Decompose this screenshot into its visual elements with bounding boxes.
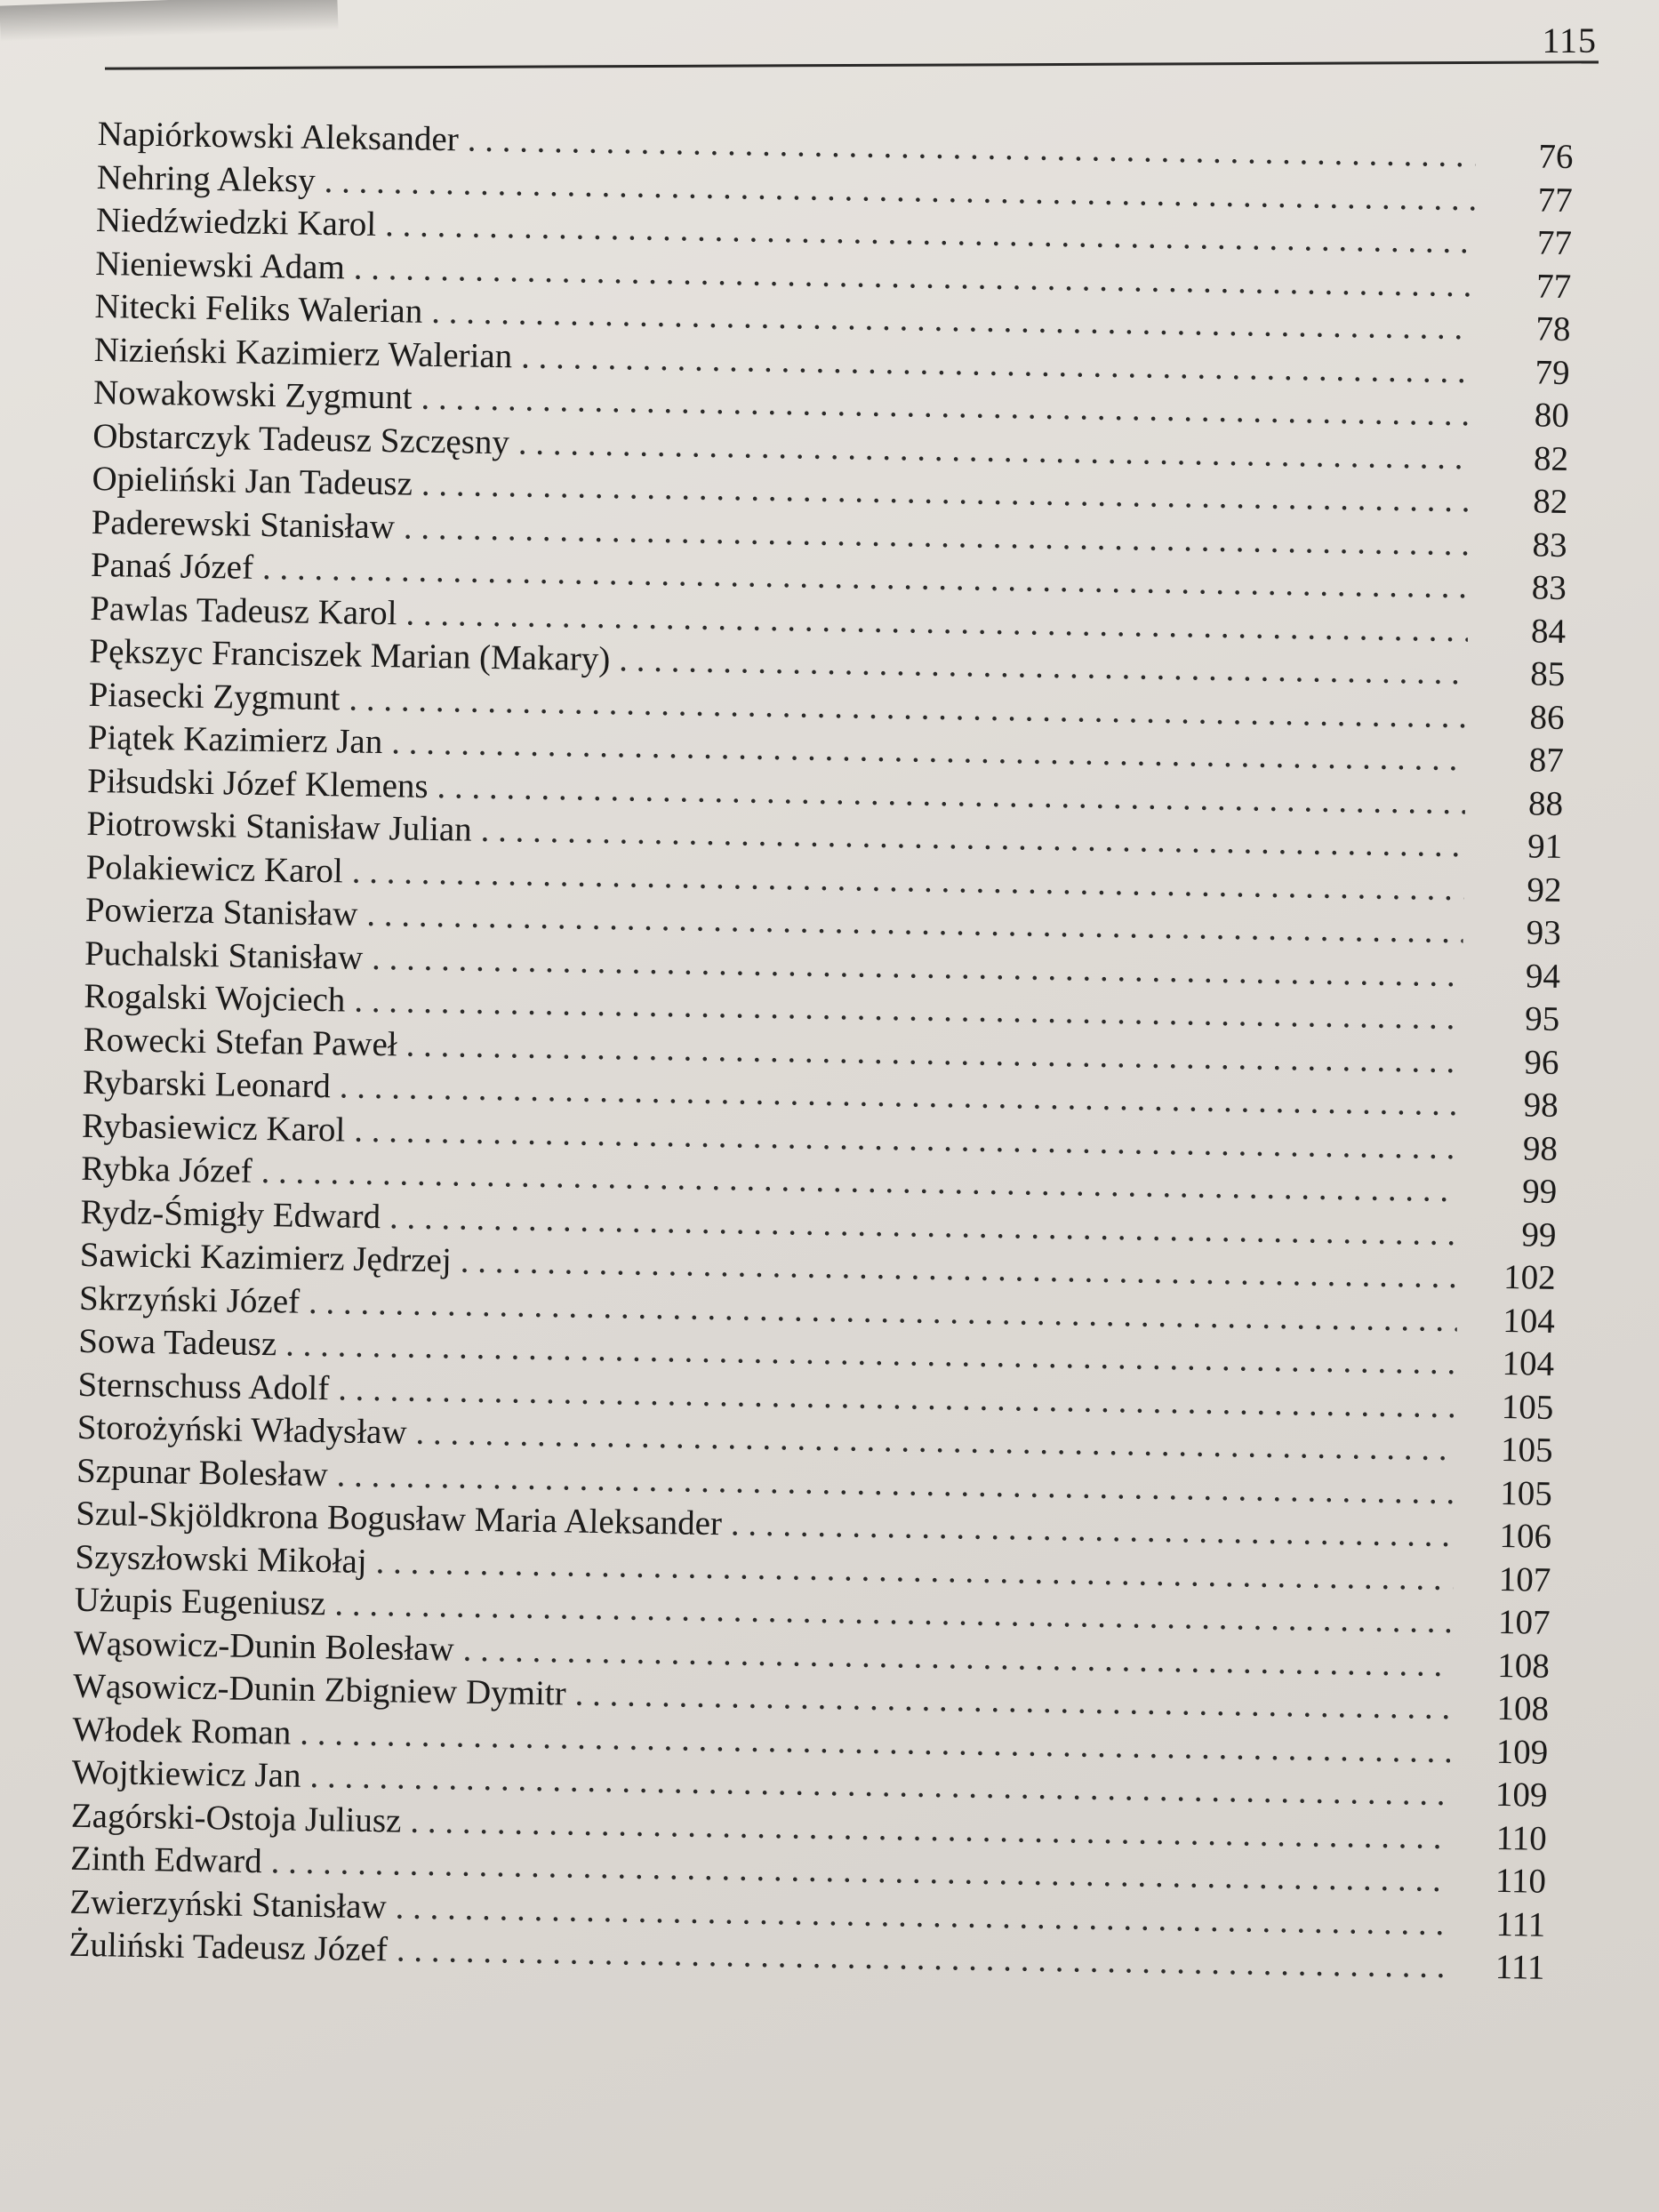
entry-name: Pawlas Tadeusz Karol xyxy=(89,589,397,632)
entry-name: Obstarczyk Tadeusz Szczęsny xyxy=(92,416,510,461)
entry-name: Sternschuss Adolf xyxy=(77,1365,330,1407)
entry-page-number: 92 xyxy=(1527,870,1562,910)
entry-page-number: 99 xyxy=(1521,1214,1557,1254)
entry-name: Nieniewski Adam xyxy=(95,244,346,286)
entry-page-number: 110 xyxy=(1495,1861,1547,1901)
entry-page-number: 82 xyxy=(1533,482,1568,522)
entry-name: Rybasiewicz Karol xyxy=(81,1106,346,1150)
entry-page-number: 98 xyxy=(1523,1086,1559,1125)
entry-name: Żuliński Tadeusz Józef xyxy=(68,1925,389,1969)
header-rule xyxy=(105,60,1599,69)
entry-name: Piłsudski Józef Klemens xyxy=(86,761,429,805)
entry-page-number: 91 xyxy=(1527,827,1563,866)
entry-page-number: 110 xyxy=(1495,1818,1548,1858)
entry-page-number: 83 xyxy=(1532,525,1567,565)
entry-name: Szpunar Bolesław xyxy=(76,1451,329,1494)
entry-name: Niedźwiedzki Karol xyxy=(95,200,377,244)
entry-name: Sawicki Kazimierz Jędrzej xyxy=(79,1235,453,1280)
entry-name: Zagórski-Ostoja Juliusz xyxy=(70,1796,402,1840)
entry-page-number: 98 xyxy=(1522,1128,1559,1168)
entry-name: Rogalski Wojciech xyxy=(84,976,346,1020)
entry-name: Nehring Aleksy xyxy=(96,157,317,200)
entry-name: Storożyński Władysław xyxy=(76,1407,407,1452)
entry-page-number: 104 xyxy=(1502,1343,1555,1383)
entry-name: Wąsowicz-Dunin Bolesław xyxy=(73,1623,455,1669)
entry-name: Rowecki Stefan Paweł xyxy=(83,1020,398,1063)
entry-name: Piotrowski Stanisław Julian xyxy=(86,804,473,849)
entry-name: Opieliński Jan Tadeusz xyxy=(92,459,413,503)
entry-page-number: 109 xyxy=(1495,1775,1548,1815)
entry-name: Zwierzyński Stanisław xyxy=(69,1882,388,1926)
entry-name: Powierza Stanisław xyxy=(84,890,358,934)
entry-page-number: 108 xyxy=(1496,1646,1551,1686)
entry-name: Pększyc Franciszek Marian (Makary) xyxy=(89,631,611,679)
entry-page-number: 107 xyxy=(1498,1559,1551,1599)
entry-page-number: 105 xyxy=(1499,1473,1553,1513)
entry-page-number: 105 xyxy=(1500,1430,1553,1470)
entry-name: Piątek Kazimierz Jan xyxy=(87,717,383,762)
entry-name: Puchalski Stanisław xyxy=(84,934,364,977)
entry-page-number: 94 xyxy=(1525,956,1561,996)
entry-name: Szyszłowski Mikołaj xyxy=(75,1537,368,1581)
entry-page-number: 78 xyxy=(1535,309,1571,349)
entry-name: Sowa Tadeusz xyxy=(77,1321,277,1364)
entry-page-number: 93 xyxy=(1526,913,1562,952)
entry-page-number: 84 xyxy=(1530,611,1567,651)
entry-page-number: 111 xyxy=(1495,1904,1546,1944)
entry-page-number: 77 xyxy=(1535,266,1572,306)
entry-name: Nitecki Feliks Walerian xyxy=(94,286,423,331)
entry-name: Wojtkiewicz Jan xyxy=(71,1752,301,1795)
page-shadow xyxy=(0,0,339,42)
entry-name: Rybka Józef xyxy=(81,1149,252,1190)
entry-page-number: 79 xyxy=(1535,352,1570,392)
entry-name: Paderewski Stanisław xyxy=(91,502,396,546)
entry-page-number: 95 xyxy=(1524,999,1560,1038)
entry-page-number: 77 xyxy=(1537,180,1574,220)
entry-page-number: 102 xyxy=(1503,1257,1556,1297)
entry-page-number: 106 xyxy=(1499,1516,1552,1556)
entry-name: Użupis Eugeniusz xyxy=(74,1580,326,1623)
entry-page-number: 77 xyxy=(1536,223,1573,263)
entry-page-number: 88 xyxy=(1527,783,1564,823)
entry-page-number: 99 xyxy=(1521,1172,1558,1211)
entry-name: Szul-Skjöldkrona Bogusław Maria Aleksander xyxy=(75,1494,723,1543)
entry-page-number: 108 xyxy=(1496,1688,1550,1728)
entry-page-number: 83 xyxy=(1531,568,1567,608)
entry-page-number: 86 xyxy=(1529,697,1565,737)
name-index-list xyxy=(68,114,1574,1991)
entry-name: Rybarski Leonard xyxy=(82,1062,332,1106)
entry-page-number: 76 xyxy=(1538,137,1574,177)
entry-name: Panaś Józef xyxy=(90,545,254,587)
entry-name: Skrzyński Józef xyxy=(78,1278,301,1321)
entry-name: Nizieński Kazimierz Walerian xyxy=(93,330,513,375)
entry-name: Piasecki Zygmunt xyxy=(88,675,341,717)
entry-name: Włodek Roman xyxy=(72,1710,292,1752)
entry-page-number: 107 xyxy=(1497,1602,1551,1642)
entry-page-number: 111 xyxy=(1495,1947,1545,1987)
entry-page-number: 80 xyxy=(1534,396,1570,436)
entry-name: Nowakowski Zygmunt xyxy=(92,373,413,417)
entry-page-number: 85 xyxy=(1529,654,1566,693)
page-number: 115 xyxy=(1542,20,1597,60)
entry-page-number: 82 xyxy=(1533,438,1569,478)
entry-name: Rydz-Śmigły Edward xyxy=(80,1192,381,1236)
entry-name: Napiórkowski Aleksander xyxy=(97,114,460,159)
entry-name: Zinth Edward xyxy=(69,1839,263,1881)
entry-name: Wąsowicz-Dunin Zbigniew Dymitr xyxy=(72,1666,567,1713)
entry-page-number: 105 xyxy=(1501,1387,1554,1427)
entry-page-number: 96 xyxy=(1524,1042,1559,1082)
entry-name: Polakiewicz Karol xyxy=(85,847,344,890)
entry-page-number: 104 xyxy=(1503,1301,1556,1341)
entry-page-number: 87 xyxy=(1528,741,1565,780)
entry-page-number: 109 xyxy=(1495,1732,1549,1772)
